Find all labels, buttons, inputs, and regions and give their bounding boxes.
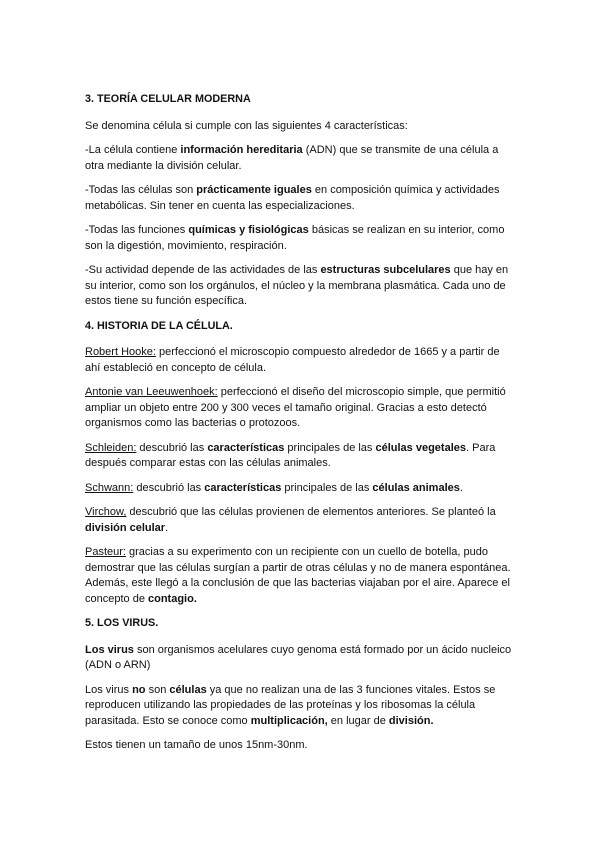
virus-not-cells [85, 683, 517, 730]
scientist-name: Schwann: [85, 481, 134, 494]
bold-term: estructuras subcelulares [320, 264, 451, 276]
bold-term: multiplicación, [250, 714, 328, 727]
text-run: básicas se realizan en su interior, como son la digestión, movimiento, respiración. [85, 224, 505, 252]
section-3-heading: 3. TEORÍA CELULAR MODERNA [85, 93, 251, 105]
virus-definition [85, 643, 517, 674]
bold-term: células vegetales [375, 441, 466, 454]
history-pasteur [85, 545, 517, 607]
text-run: son [145, 683, 170, 696]
bold-term: características [204, 481, 282, 494]
bold-term: información hereditaria [180, 144, 303, 156]
bold-term: células animales [372, 481, 460, 494]
bold-term: contagio. [148, 592, 197, 605]
history-virchow [85, 505, 517, 536]
text-run: principales de las [281, 481, 373, 494]
text-run: principales de las [284, 441, 376, 454]
scientist-name: Virchow, [85, 506, 127, 518]
text-run: (ADN) que se transmite de una célula a otra mediante la división celular. [85, 144, 499, 172]
text-run: . [165, 521, 169, 534]
characteristic-3 [85, 223, 517, 254]
bold-term: no [132, 683, 146, 696]
history-leeuwenhoek [85, 385, 517, 432]
history-hooke [85, 345, 517, 376]
scientist-name: Antonie van Leeuwenhoek: [85, 386, 218, 398]
characteristic-2 [85, 183, 517, 214]
bold-term: división. [388, 714, 434, 727]
text-run: Los virus [85, 683, 133, 696]
section-4-heading: 4. HISTORIA DE LA CÉLULA. [85, 319, 233, 332]
text-run: gracias a su experimento con un recipiente con un cuello de botella, pudo demostrar que las células surgían a partir de otras células y no de manera espontánea. Además, este llegó a la conclusión de que las bacterias viajaban por el aire. Aparece el concepto de [85, 546, 511, 605]
text-run: descubrió las [133, 481, 205, 494]
text-run: son organismos acelulares cuyo genoma está formado por un ácido nucleico (ADN o ARN) [85, 643, 512, 671]
bold-term: prácticamente iguales [196, 184, 312, 196]
scientist-name: Pasteur: [85, 546, 126, 558]
text-run: ya que no realizan una de las 3 funciones vitales. Estos se reproducen utilizando las propiedades de las proteínas y los ribosomas la célula parasitada. Esto se conoce como [85, 683, 496, 727]
text-run: -Su actividad depende de las actividades de las [85, 264, 321, 276]
bold-term: químicas y fisiológicas [188, 224, 309, 236]
section-5-heading: 5. LOS VIRUS. [85, 617, 159, 629]
bold-term: Los virus [85, 643, 134, 656]
text-run: -Todas las funciones [85, 224, 189, 236]
document-content [85, 92, 517, 763]
text-run: perfeccionó el diseño del microscopio simple, que permitió ampliar un objeto entre 200 y 300 veces el tamaño original. Gracias a esto detectó organismos como las bacterias o protozoos. [85, 386, 506, 429]
characteristic-4 [85, 263, 517, 310]
virus-size: Estos tienen un tamaño de unos 15nm-30nm. [85, 739, 308, 751]
characteristic-1 [85, 143, 517, 174]
text-run: descubrió las [136, 441, 208, 454]
scientist-name: Schleiden: [85, 441, 137, 454]
text-run: -Todas las células son [85, 184, 197, 196]
scientist-name: Robert Hooke: [85, 346, 156, 358]
history-schwann [85, 481, 517, 497]
text-run: . [459, 481, 463, 494]
bold-term: células [169, 683, 207, 696]
text-run: -La célula contiene [85, 144, 181, 156]
section-3-intro: Se denomina célula si cumple con las siguientes 4 características: [85, 119, 408, 132]
bold-term: división celular [85, 521, 166, 534]
text-run: en lugar de [327, 714, 389, 727]
text-run: que hay en su interior, como son los orgánulos, el núcleo y la membrana plasmática. Cada uno de estos tiene su función específica. [85, 264, 509, 307]
text-run: . Para después comparar estas con las células animales. [85, 441, 496, 469]
text-run: perfeccionó el microscopio compuesto alrededor de 1665 y a partir de ahí estableció en concepto de célula. [85, 346, 500, 374]
text-run: en composición química y actividades metabólicas. Sin tener en cuenta las especializaciones. [85, 184, 500, 212]
history-schleiden [85, 441, 517, 472]
bold-term: características [207, 441, 285, 454]
text-run: descubrió que las células provienen de elementos anteriores. Se planteó la [126, 506, 496, 518]
